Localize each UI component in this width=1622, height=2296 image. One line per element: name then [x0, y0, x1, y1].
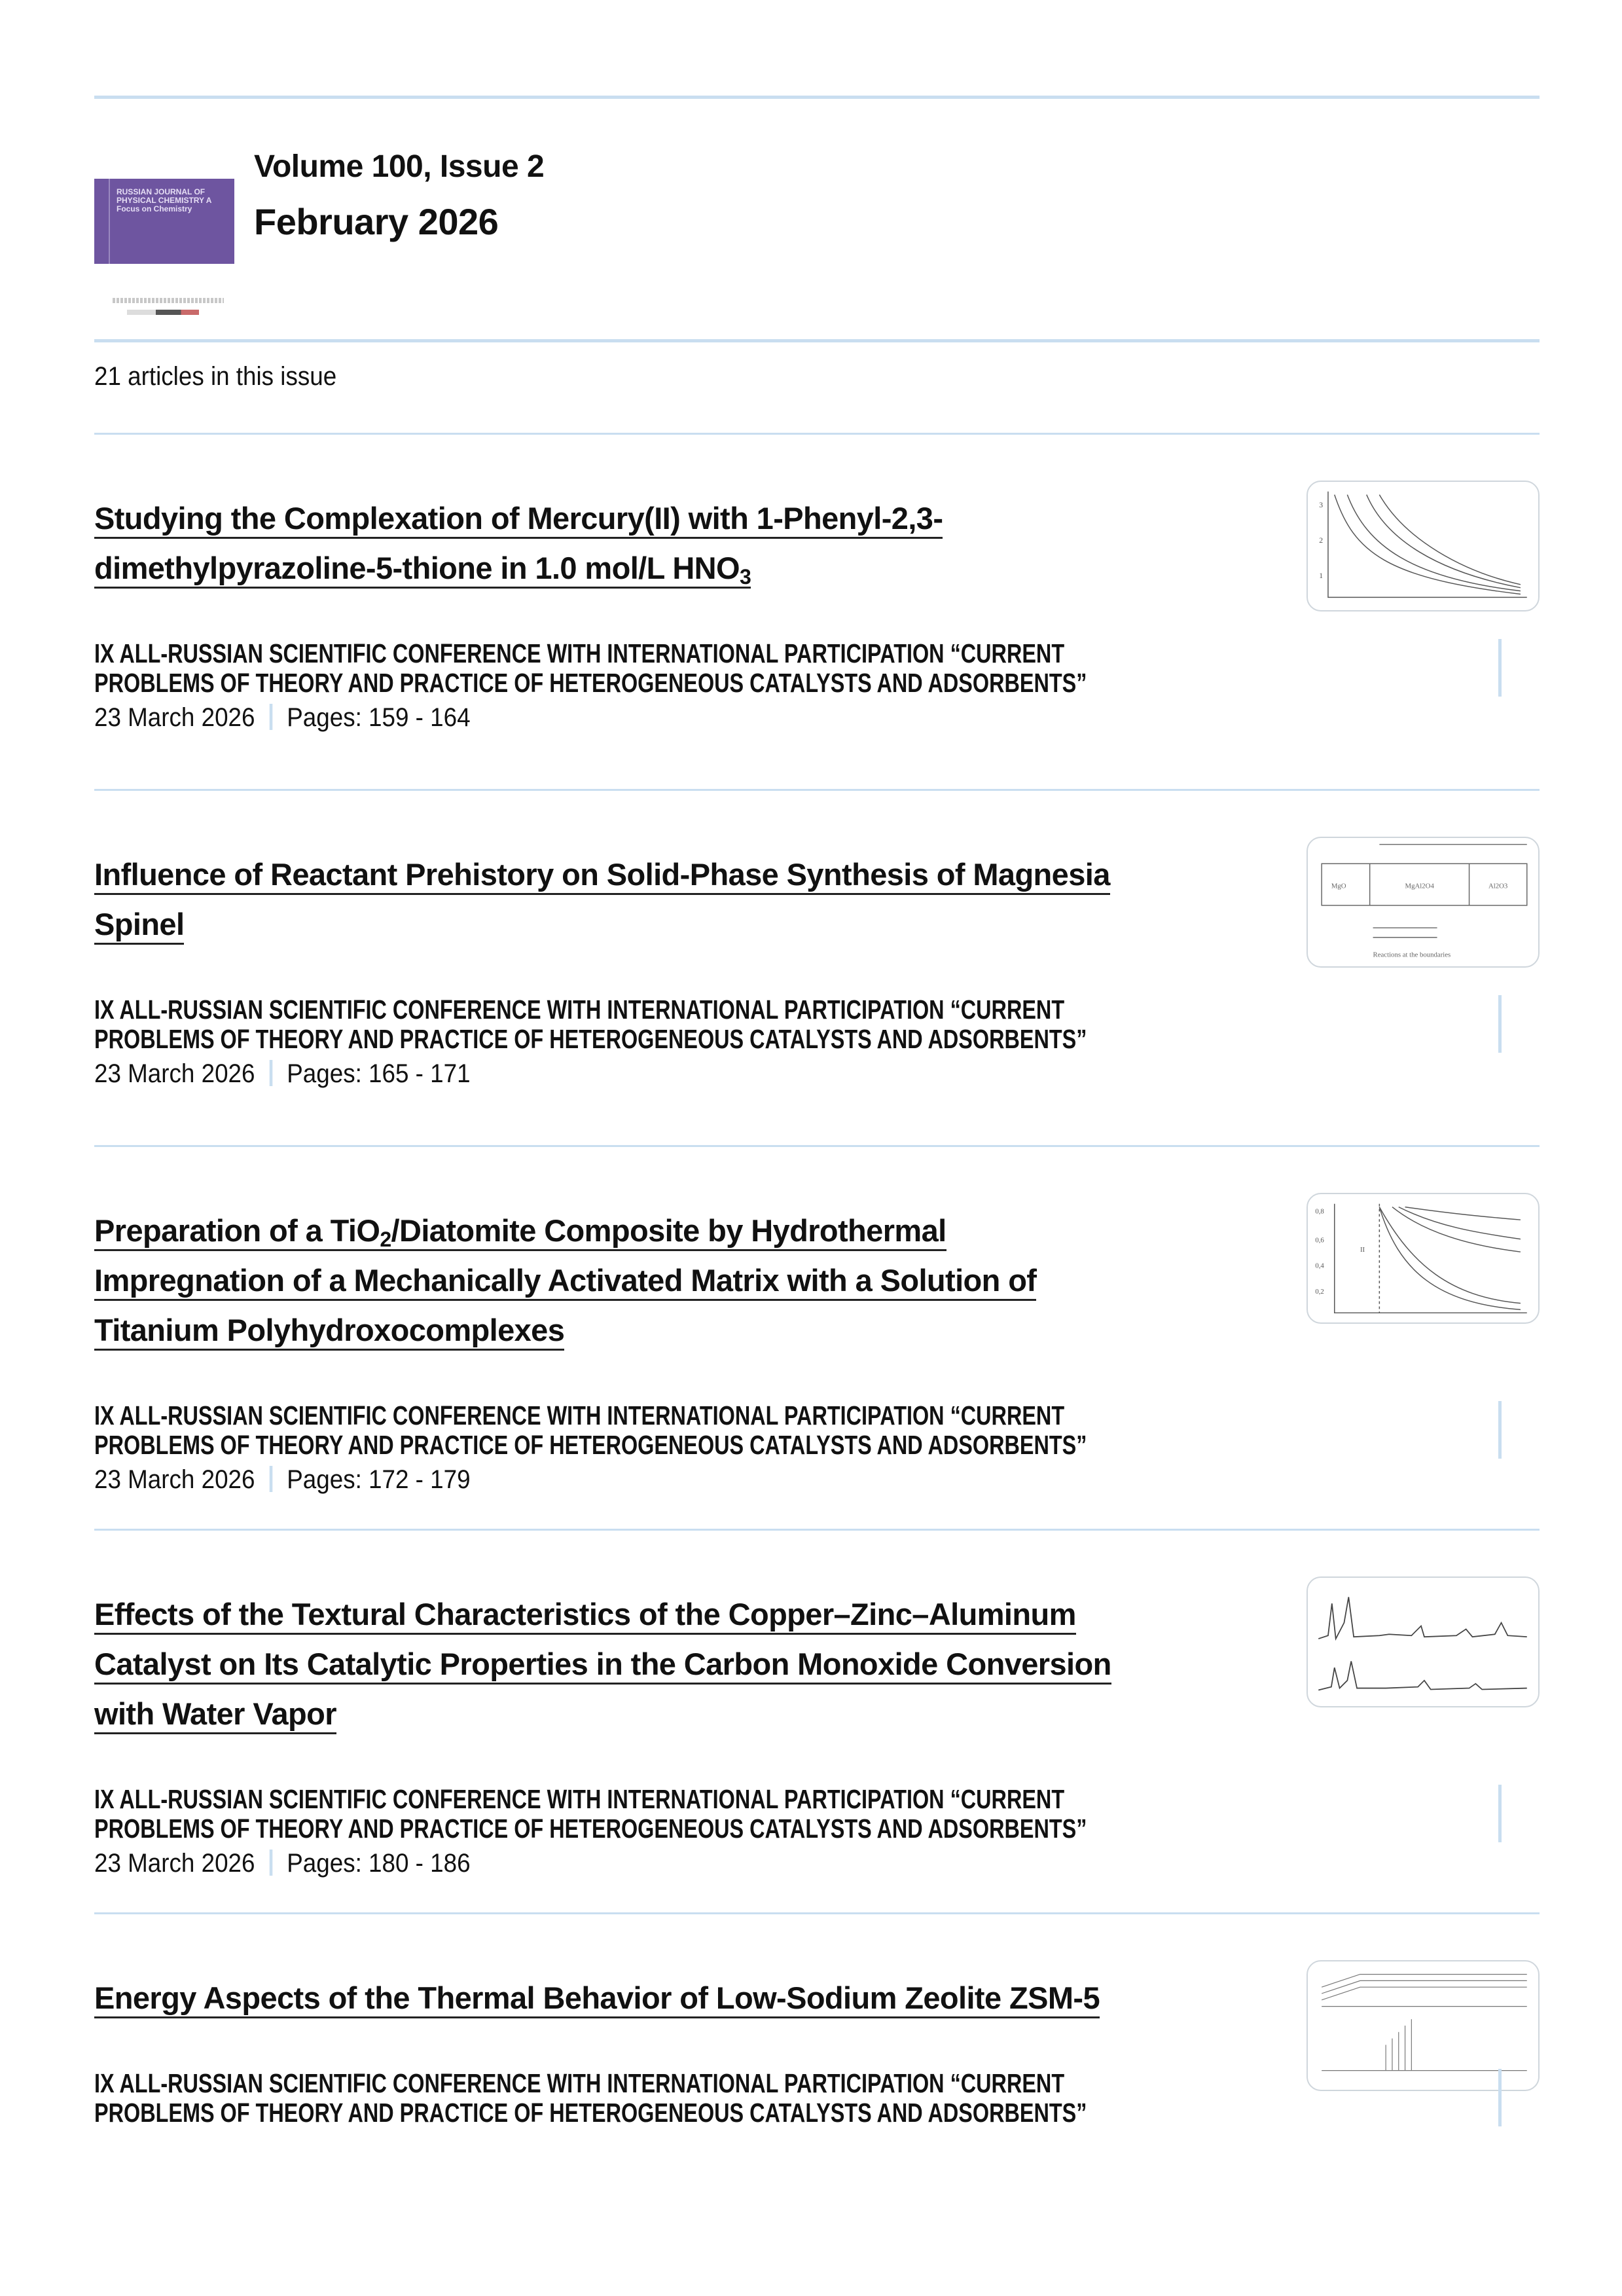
meta-separator: [270, 704, 273, 730]
section-label: [94, 639, 1087, 698]
article-title-link[interactable]: [94, 907, 184, 945]
publisher-logo: [113, 298, 224, 303]
article-thumbnail[interactable]: [1307, 1193, 1540, 1324]
article-item: [94, 1531, 1540, 1912]
title-text: Spinel: [94, 907, 185, 941]
article-title: [94, 1973, 1246, 2023]
title-text: Studying the Complexation of Mercury(II) with 1-Phenyl-2,3-: [94, 501, 943, 536]
article-title-line: [94, 850, 1246, 900]
meta-separator: [270, 1850, 273, 1876]
svg-text:0,2: 0,2: [1315, 1287, 1324, 1296]
publication-date: 23 March 2026: [94, 1849, 255, 1878]
article-meta: [94, 1465, 1540, 1495]
section-label: [94, 995, 1087, 1054]
article-title: [94, 850, 1246, 949]
meta-inner: [94, 1465, 471, 1495]
svg-text:2: 2: [1319, 536, 1324, 545]
article-title: [94, 1590, 1246, 1739]
article-title-link[interactable]: [94, 857, 1110, 895]
title-text: Preparation of a TiO: [94, 1213, 380, 1248]
issue-volume: Volume 100, Issue 2: [254, 149, 545, 184]
title-text: Titanium Polyhydroxocomplexes: [94, 1313, 565, 1347]
article-section[interactable]: [94, 995, 1521, 1054]
article-title-line: [94, 1973, 1246, 2023]
section-label: [94, 1401, 1087, 1460]
section-bar: [1498, 995, 1502, 1053]
title-text: /Diatomite Composite by Hydrothermal: [391, 1213, 946, 1248]
page-range: Pages: 180 - 186: [287, 1849, 471, 1878]
title-text: Impregnation of a Mechanically Activated Matrix with a Solution of: [94, 1263, 1037, 1298]
publication-date: 23 March 2026: [94, 1465, 255, 1494]
article-thumbnail[interactable]: [1307, 837, 1540, 968]
section-bar: [1498, 1785, 1502, 1842]
svg-text:MgAl2O4: MgAl2O4: [1405, 882, 1434, 890]
section-bar: [1498, 639, 1502, 697]
svg-text:Al2O3: Al2O3: [1488, 882, 1508, 890]
meta-inner: [94, 1849, 471, 1878]
article-count: [94, 342, 1540, 433]
article-list: [94, 435, 1540, 2206]
article-section[interactable]: [94, 2069, 1521, 2128]
svg-text:MgO: MgO: [1331, 882, 1346, 890]
article-item: [94, 1147, 1540, 1529]
meta-separator: [270, 1466, 273, 1492]
article-meta: [94, 1849, 1540, 1878]
article-title-line: [94, 1256, 1246, 1305]
article-title-line: [94, 1689, 1246, 1739]
section-label: [94, 2069, 1087, 2128]
issue-date: February 2026: [254, 201, 499, 242]
article-section[interactable]: [94, 639, 1521, 698]
section-label: [94, 1785, 1087, 1844]
article-title-line: [94, 1639, 1246, 1689]
svg-text:0,8: 0,8: [1315, 1207, 1324, 1216]
section-line: PROBLEMS OF THEORY AND PRACTICE OF HETEROGENEOUS CATALYSTS AND ADSORBENTS”: [94, 668, 1087, 698]
section-line: PROBLEMS OF THEORY AND PRACTICE OF HETEROGENEOUS CATALYSTS AND ADSORBENTS”: [94, 1813, 1087, 1844]
title-text: Energy Aspects of the Thermal Behavior of Low-Sodium Zeolite ZSM-5: [94, 1980, 1100, 2015]
article-title-line: [94, 1206, 1246, 1256]
title-text: Catalyst on Its Catalytic Properties in the Carbon Monoxide Conversion: [94, 1647, 1111, 1681]
svg-text:0,4: 0,4: [1315, 1262, 1324, 1270]
article-title-link[interactable]: [94, 1263, 1036, 1301]
article-title-link[interactable]: [94, 1313, 564, 1351]
page-range: Pages: 172 - 179: [287, 1465, 471, 1494]
title-text: Effects of the Textural Characteristics of the Copper–Zinc–Aluminum: [94, 1597, 1076, 1631]
article-title-link[interactable]: [94, 1647, 1111, 1685]
article-title-line: [94, 1305, 1246, 1355]
section-line: IX ALL-RUSSIAN SCIENTIFIC CONFERENCE WITH INTERNATIONAL PARTICIPATION “CURRENT: [94, 994, 1065, 1025]
section-line: IX ALL-RUSSIAN SCIENTIFIC CONFERENCE WITH INTERNATIONAL PARTICIPATION “CURRENT: [94, 1784, 1065, 1814]
journal-cover-image[interactable]: [94, 155, 234, 324]
article-title-link[interactable]: [94, 551, 751, 589]
article-item: [94, 791, 1540, 1145]
title-text: dimethylpyrazoline-5-thione in 1.0 mol/L HNO: [94, 551, 740, 585]
title-text: Influence of Reactant Prehistory on Solid-Phase Synthesis of Magnesia: [94, 857, 1110, 892]
section-line: IX ALL-RUSSIAN SCIENTIFIC CONFERENCE WITH INTERNATIONAL PARTICIPATION “CURRENT: [94, 2068, 1065, 2098]
svg-text:3: 3: [1319, 501, 1324, 510]
article-title-line: [94, 900, 1246, 949]
meta-separator: [270, 1060, 273, 1086]
svg-text:0,6: 0,6: [1315, 1236, 1324, 1245]
svg-text:II: II: [1360, 1246, 1365, 1254]
section-line: IX ALL-RUSSIAN SCIENTIFIC CONFERENCE WITH INTERNATIONAL PARTICIPATION “CURRENT: [94, 638, 1065, 668]
article-title-line: [94, 543, 1246, 593]
issue-page: [94, 0, 1540, 2206]
article-meta: [94, 1059, 1540, 1089]
meta-inner: [94, 1059, 471, 1089]
publication-date: 23 March 2026: [94, 703, 255, 732]
section-line: PROBLEMS OF THEORY AND PRACTICE OF HETEROGENEOUS CATALYSTS AND ADSORBENTS”: [94, 1430, 1087, 1460]
section-line: PROBLEMS OF THEORY AND PRACTICE OF HETEROGENEOUS CATALYSTS AND ADSORBENTS”: [94, 1024, 1087, 1054]
issue-header: [94, 99, 1540, 339]
meta-inner: [94, 703, 471, 733]
cover-title: RUSSIAN JOURNAL OF PHYSICAL CHEMISTRY A Focus on Chemistry: [117, 187, 211, 213]
article-title-link[interactable]: [94, 501, 943, 539]
article-section[interactable]: [94, 1401, 1521, 1460]
title-text: with Water Vapor: [94, 1696, 336, 1731]
subscript: 2: [380, 1228, 391, 1251]
section-bar: [1498, 1401, 1502, 1459]
article-item: [94, 1914, 1540, 2206]
article-thumbnail[interactable]: [1307, 481, 1540, 611]
article-count-label: 21 articles in this issue: [94, 362, 337, 391]
article-thumbnail[interactable]: [1307, 1576, 1540, 1707]
page-range: Pages: 159 - 164: [287, 703, 471, 732]
article-title-link[interactable]: [94, 1597, 1076, 1635]
article-title-link[interactable]: [94, 1213, 946, 1251]
article-item: [94, 435, 1540, 789]
section-line: PROBLEMS OF THEORY AND PRACTICE OF HETEROGENEOUS CATALYSTS AND ADSORBENTS”: [94, 2098, 1087, 2128]
article-title: [94, 494, 1246, 593]
page-range: Pages: 165 - 171: [287, 1059, 471, 1088]
subscript: 3: [739, 565, 751, 589]
article-title-line: [94, 1590, 1246, 1639]
section-line: IX ALL-RUSSIAN SCIENTIFIC CONFERENCE WITH INTERNATIONAL PARTICIPATION “CURRENT: [94, 1400, 1065, 1430]
article-title-link[interactable]: [94, 1980, 1100, 2018]
publication-date: 23 March 2026: [94, 1059, 255, 1088]
article-title-link[interactable]: [94, 1696, 336, 1734]
article-meta: [94, 703, 1540, 733]
article-title-line: [94, 494, 1246, 543]
article-title: [94, 1206, 1246, 1355]
svg-text:Reactions at the boundaries: Reactions at the boundaries: [1373, 951, 1451, 959]
svg-text:1: 1: [1319, 572, 1324, 580]
distributor-logo: [127, 310, 199, 315]
article-section[interactable]: [94, 1785, 1521, 1844]
section-bar: [1498, 2069, 1502, 2126]
